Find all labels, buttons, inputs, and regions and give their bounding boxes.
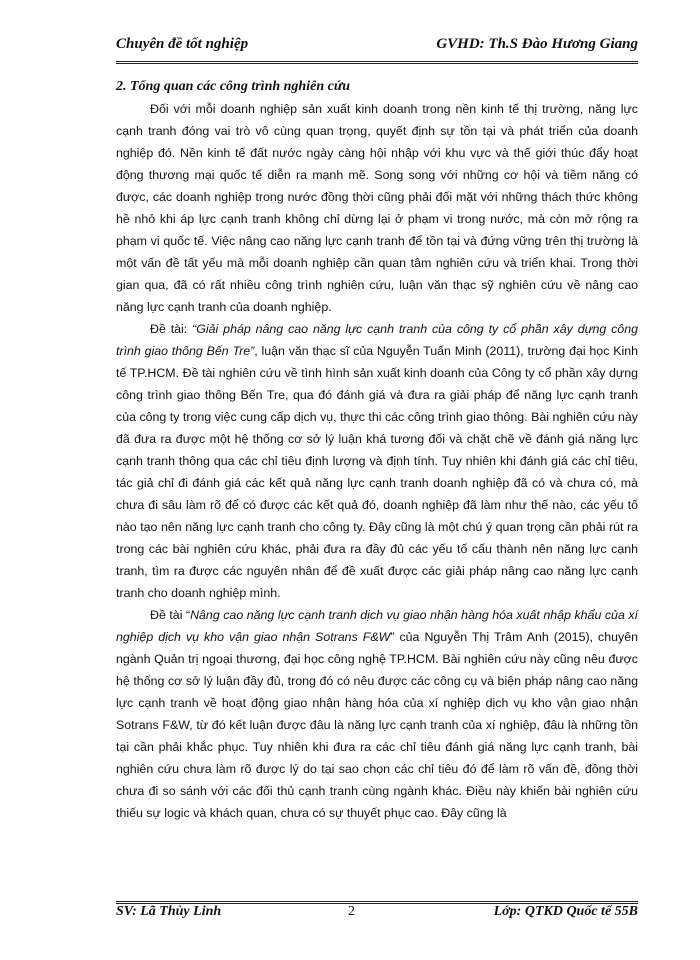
paragraph-3-title: Nâng cao năng lực cạnh tranh dịch vụ giao nhận hàng hóa xuất nhập khẩu của xí nghiệp dịch vụ kho vận giao nhận Sotrans F&W — [116, 608, 638, 644]
paragraph-2 — [116, 318, 638, 604]
paragraph-1: Đối với mỗi doanh nghiệp sản xuất kinh doanh trong nền kinh tế thị trường, năng lực cạnh tranh đóng vai trò vô cùng quan trọng, quyết định sự tồn tại và phát triển của doanh nghiệp đó. Nền kinh tế đất nước ngày càng hội nhập với khu vực và thế giới thúc đẩy hoạt động thương mại quốc tế diễn ra mạnh mẽ. Song song với những cơ hội và tiềm năng có được, các doanh nghiệp trong nước đồng thời cũng phải đối mặt với những thách thức không hề nhỏ khi áp lực cạnh tranh không chỉ dừng lại ở phạm vi trong nước, mà còn mở rộng ra phạm vi quốc tế. Việc nâng cao năng lực cạnh tranh để tồn tại và đứng vững trên thị trường là một vấn đề tất yếu mà mỗi doanh nghiệp cần quan tâm nghiên cứu và triển khai. Trong thời gian qua, đã có rất nhiều công trình nghiên cứu, luận văn thạc sỹ nghiên cứu về nâng cao năng lực cạnh tranh của doanh nghiệp. — [116, 102, 638, 314]
footer-class: Lớp: QTKD Quốc tế 55B — [493, 904, 638, 919]
header-right-text: GVHD: Th.S Đào Hương Giang — [436, 36, 638, 52]
paragraph-3-lead: Đề tài “ — [150, 608, 191, 622]
paragraph-2-title: “Giải pháp nâng cao năng lực cạnh tranh của công ty cổ phần xây dựng công trình giao thông Bến Tre” — [116, 322, 638, 358]
page-number: 2 — [348, 904, 355, 919]
header-rule — [116, 61, 638, 64]
section-heading: 2. Tổng quan các công trình nghiên cứu — [116, 79, 350, 94]
header-left-text: Chuyên đề tốt nghiệp — [116, 36, 249, 52]
page-header — [116, 36, 638, 62]
paragraph-2-rest: , luận văn thạc sĩ của Nguyễn Tuấn Minh (2011), trường đại học Kinh tế TP.HCM. Đề tài nghiên cứu về tình hình sản xuất kinh doanh của Công ty cổ phần xây dựng công trình giao thông Bến Tre, qua đó đánh giá và đưa ra giải pháp để năng lực cạnh tranh của công ty trong việc cung cấp dịch vụ, thực thi các công trình giao thông. Bài nghiên cứu này đã đưa ra được một hệ thống cơ sở lý luận khá tương đối và chặt chẽ về đánh giá năng lực cạnh tranh thông qua các chỉ tiêu định lượng và định tính. Tuy nhiên khi đánh giá các chỉ tiêu, tác giả chỉ đi đánh giá các kết quả năng lực cạnh tranh doanh nghiệp đã có và chưa có, mà chưa đi sâu làm rõ để có được các kết quả đó, doanh nghiệp đã làm như thế nào, các yếu tố nào tạo nên năng lực cạnh tranh cho công ty. Đây cũng là một chú ý quan trọng cần phải rút ra trong các bài nghiên cứu khác, phải đưa ra đầy đủ các yếu tố cấu thành nên năng lực cạnh tranh, tìm ra được các nguyên nhân để đề xuất được các giải pháp nâng cao năng lực cạnh tranh cho doanh nghiệp mình. — [116, 344, 638, 600]
page-footer — [116, 904, 638, 926]
paragraph-3-rest: ” của Nguyễn Thị Trâm Anh (2015), chuyên ngành Quản trị ngoại thương, đại học công nghệ TP.HCM. Bài nghiên cứu này cũng nêu được hệ thống cơ sở lý luận đầy đủ, trong đó có nêu được các công cụ và biện pháp nâng cao năng lực cạnh tranh về hoạt động giao nhận hàng hóa của xí nghiệp dịch vụ kho vận giao nhận Sotrans F&W, từ đó kết luận được đâu là năng lực cạnh tranh của xí nghiệp, đâu là những tồn tại cần phải khắc phục. Tuy nhiên khi đưa ra các chỉ tiêu đánh giá năng lực cạnh tranh, bài nghiên cứu chưa làm rõ được lý do tại sao chọn các chỉ tiêu đó để làm rõ vấn đề, đồng thời chưa đi so sánh với các đối thủ cạnh tranh cùng ngành khác. Điều này khiến bài nghiên cứu thiếu sự logic và khách quan, chưa có sự thuyết phục cao. Đây cũng là — [116, 630, 638, 820]
paragraph-3 — [116, 604, 638, 824]
document-body — [116, 66, 638, 824]
footer-student: SV: Lã Thùy Linh — [116, 904, 222, 919]
paragraph-2-lead: Đề tài: — [150, 322, 193, 336]
